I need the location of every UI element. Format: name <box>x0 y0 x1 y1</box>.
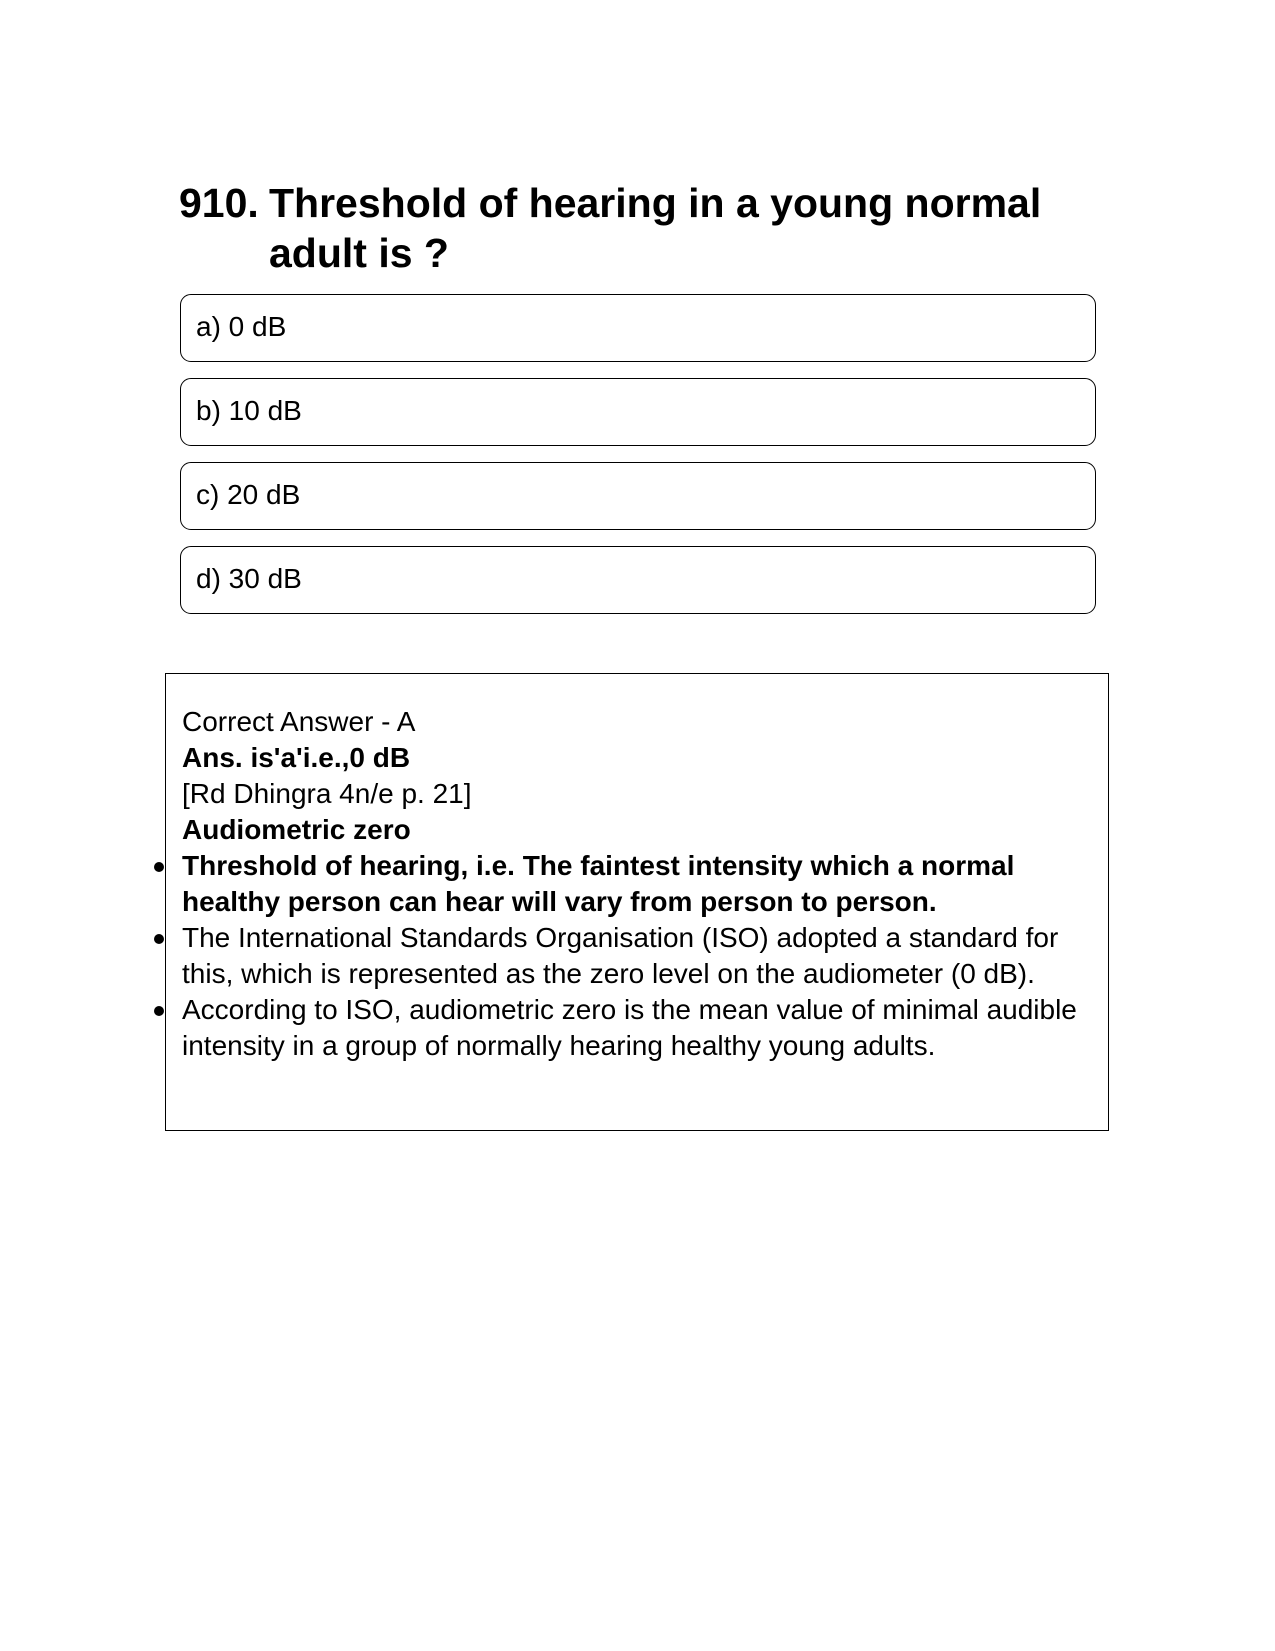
answer-line: Ans. is'a'i.e.,0 dB <box>182 742 411 773</box>
explanation-bullets <box>182 848 1092 1064</box>
option-c[interactable]: c) 20 dB <box>180 462 1096 530</box>
answer-content <box>182 704 1092 1064</box>
bullet-item: According to ISO, audiometric zero is the mean value of minimal audible intensity in a group of normally hearing healthy young adults. <box>182 992 1092 1064</box>
question-number: 910. <box>179 180 259 226</box>
answer-explanation-box <box>165 673 1109 1131</box>
question <box>179 178 1099 278</box>
bullet-item: Threshold of hearing, i.e. The faintest intensity which a normal healthy person can hear will vary from person to person. <box>182 848 1092 920</box>
option-a[interactable]: a) 0 dB <box>180 294 1096 362</box>
option-b[interactable]: b) 10 dB <box>180 378 1096 446</box>
question-text: Threshold of hearing in a young normal adult is ? <box>269 180 1042 276</box>
reference: [Rd Dhingra 4n/e p. 21] <box>182 778 472 809</box>
bullet-item: The International Standards Organisation (ISO) adopted a standard for this, which is represented as the zero level on the audiometer (0 dB). <box>182 920 1092 992</box>
explanation-heading: Audiometric zero <box>182 814 411 845</box>
correct-answer: Correct Answer - A <box>182 706 416 737</box>
options-list <box>180 294 1096 630</box>
option-d[interactable]: d) 30 dB <box>180 546 1096 614</box>
